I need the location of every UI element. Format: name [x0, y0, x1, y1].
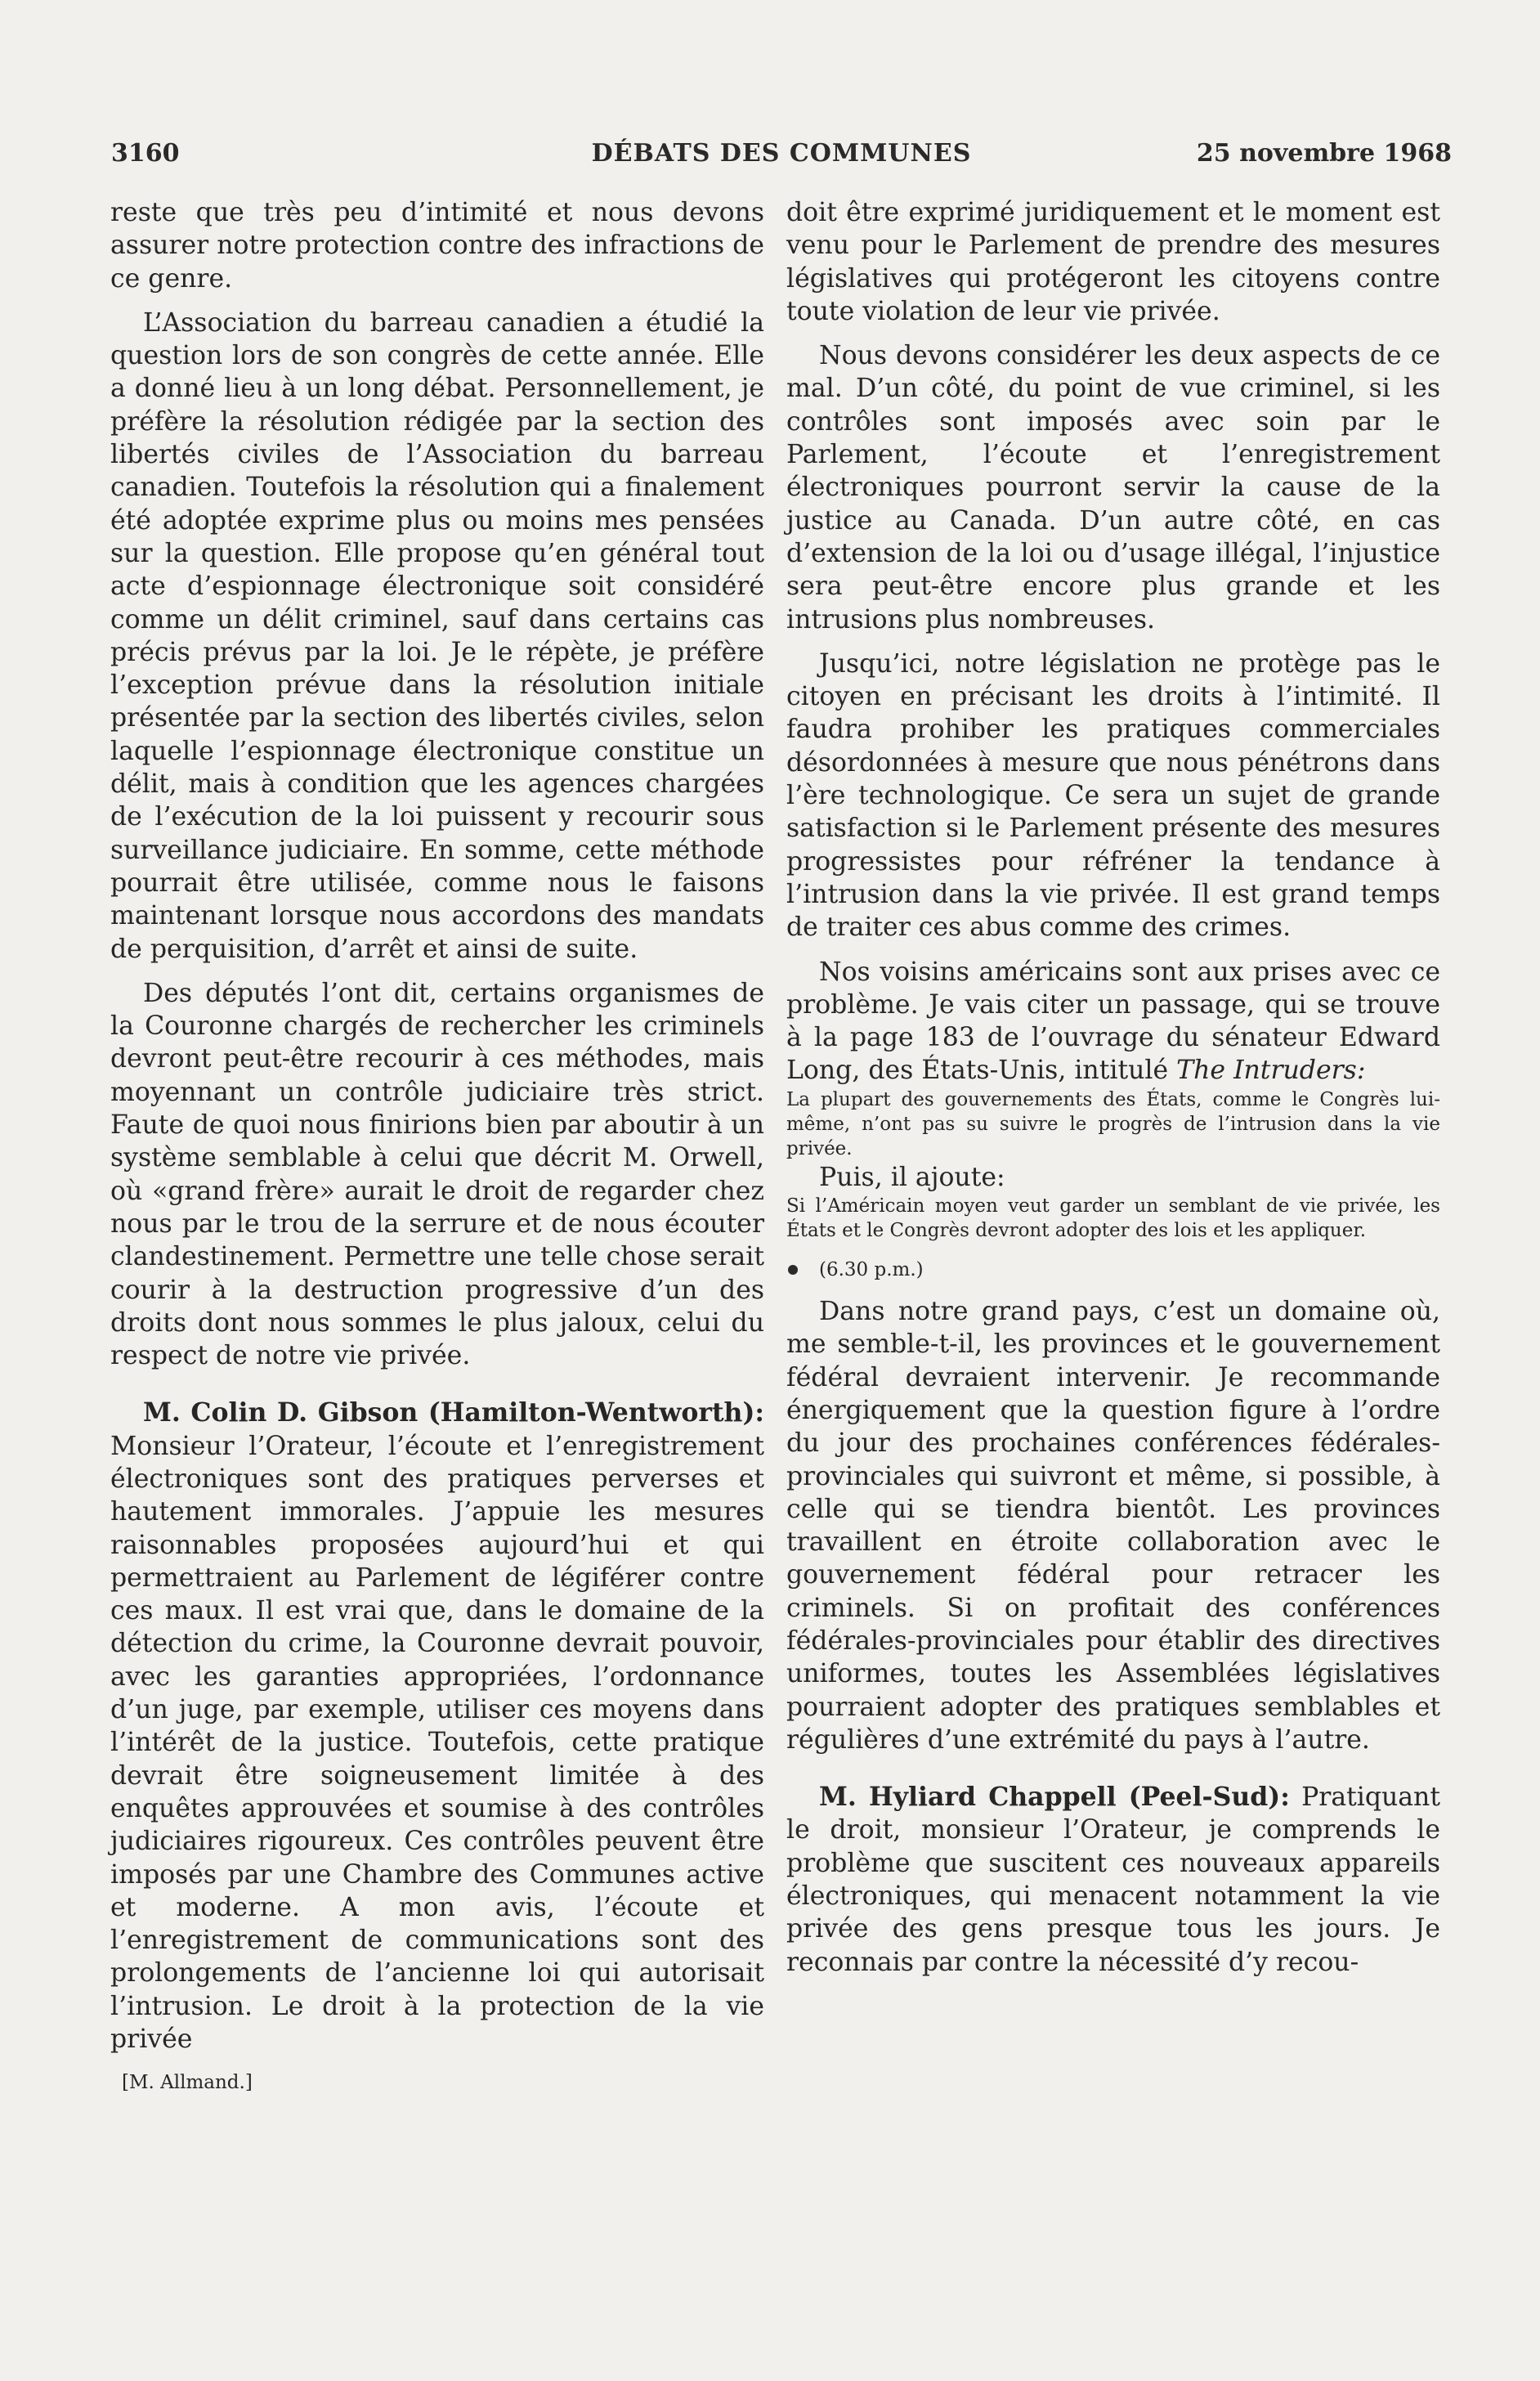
page-number: 3160 — [111, 139, 180, 168]
paragraph: doit être exprimé juridiquement et le moment est venu pour le Parlement de prendre des mesures législatives qui protégeront les citoyens contre toute violation de leur vie privée. — [786, 198, 1440, 326]
time-text: (6.30 p.m.) — [819, 1259, 924, 1281]
speaker-name: M. Hyliard Chappell (Peel-Sud): — [819, 1782, 1290, 1813]
right-column — [786, 196, 1440, 2199]
speech-paragraph — [110, 1397, 764, 2056]
page-header — [111, 137, 1452, 177]
paragraph: Nous devons considérer les deux aspects de ce mal. D’un côté, du point de vue criminel, si les contrôles sont imposés avec soin par le Parlement, l’écoute et l’enregistrement électroniques pourront servir la cause de la justice au Canada. D’un autre côté, en cas d’extension de la loi ou d’usage illégal, l’injustice sera peut-être encore plus grande et les intrusions plus nombreuses. — [786, 341, 1440, 634]
quotation: La plupart des gouvernements des États, comme le Congrès lui-même, n’ont pas su suivre le progrès de l’intrusion dans la vie privée. — [786, 1088, 1440, 1159]
book-title: The Intruders: — [1176, 1056, 1366, 1086]
paragraph — [786, 956, 1440, 1087]
bullet-icon — [788, 1265, 798, 1275]
speech-paragraph — [786, 1781, 1440, 1979]
paragraph: Jusqu’ici, notre législation ne protège pas le citoyen en précisant les droits à l’intimité. Il faudra prohiber les pratiques commerciales désordonnées à mesure que nous pénétrons dans l’ère technologique. Ce sera un sujet de grande satisfaction si le Parlement présente des mesures progressistes pour réfréner la tendance à l’intrusion dans la vie privée. Il est grand temps de traiter ces abus comme des crimes. — [786, 648, 1440, 943]
speech-text: Monsieur l’Orateur, l’écoute et l’enregistrement électroniques sont des pratiques perverses et hautement immorales. J’appuie les mesures raisonnables proposées aujourd’hui et qui permettraient au Parlement de légiférer contre ces maux. Il est vrai que, dans le domaine de la détection du crime, la Couronne devrait pouvoir, avec les garanties appropriées, l’ordonnance d’un juge, par exemple, utiliser ces moyens dans l’intérêt de la justice. Toutefois, cette pratique devrait être soigneusement limitée à des enquêtes approuvées et soumise à des contrôles judiciaires rigoureux. Ces contrôles peuvent être imposés par une Chambre des Communes active et moderne. A mon avis, l’écoute et l’enregistrement de communications sont des prolongements de l’ancienne loi qui autorisait l’intrusion. Le droit à la protection de la vie privée — [110, 1431, 764, 2055]
header-date: 25 novembre 1968 — [1196, 139, 1452, 168]
paragraph-text: Nos voisins américains sont aux prises avec ce problème. Je vais citer un passage, qui se trouve à la page 183 de l’ouvrage du sénateur Edward Long, des États-Unis, intitulé — [786, 957, 1440, 1086]
paragraph: Des députés l’ont dit, certains organismes de la Couronne chargés de rechercher les criminels devront peut-être recourir à ces méthodes, mais moyennant un contrôle judiciaire très strict. Faute de quoi nous finirions bien par aboutir à un système semblable à celui que décrit M. Orwell, où «grand frère» aurait le droit de regarder chez nous par le trou de la serrure et de nous écouter clandestinement. Permettre une telle chose serait courir à la destruction progressive d’un des droits dont nous sommes le plus jaloux, celui du respect de notre vie privée. — [110, 978, 764, 1371]
paragraph: Dans notre grand pays, c’est un domaine où, me semble-t-il, les provinces et le gouvernement fédéral devraient intervenir. Je recommande énergiquement que la question figure à l’ordre du jour des prochaines conférences fédérales-provinciales qui suivront et même, si possible, à celle qui se tiendra bientôt. Les provinces travaillent en étroite collaboration avec le gouvernement fédéral pour retracer les criminels. Si on profitait des conférences fédérales-provinciales pour établir des directives uniformes, toutes les Assemblées législatives pourraient adopter des pratiques semblables et régulières d’une extrémité du pays à l’autre. — [786, 1297, 1440, 1755]
speech-text: Pratiquant le droit, monsieur l’Orateur, je comprends le problème que suscitent ces nouveaux appareils électroniques, qui menacent notamment la vie privée des gens presque tous les jours. Je reconnais par contre la nécessité d’y recou- — [786, 1782, 1441, 1977]
speaker-name: M. Colin D. Gibson (Hamilton-Wentworth): — [143, 1397, 764, 1428]
time-marker — [786, 1258, 1440, 1282]
quotation: Si l’Américain moyen veut garder un semblant de vie privée, les États et le Congrès devront adopter des lois et les appliquer. — [786, 1195, 1440, 1242]
paragraph: L’Association du barreau canadien a étudié la question lors de son congrès de cette année. Elle a donné lieu à un long débat. Personnellement, je préfère la résolution rédigée par la section des libertés civiles de l’Association du barreau canadien. Toutefois la résolution qui a finalement été adoptée exprime plus ou moins mes pensées sur la question. Elle propose qu’en général tout acte d’espionnage électronique soit considéré comme un délit criminel, sauf dans certains cas précis prévus par la loi. Je le répète, je préfère l’exception prévue dans la résolution initiale présentée par la section des libertés civiles, selon laquelle l’espionnage électronique constitue un délit, mais à condition que les agences chargées de l’exécution de la loi puissent y recourir sous surveillance judiciaire. En somme, cette méthode pourrait être utilisée, comme nous le faisons maintenant lorsque nous accordons des mandats de perquisition, d’arrêt et ainsi de suite. — [110, 307, 764, 964]
paragraph: reste que très peu d’intimité et nous devons assurer notre protection contre des infractions de ce genre. — [110, 198, 764, 294]
left-column — [110, 196, 764, 2199]
header-title: DÉBATS DES COMMUNES — [591, 139, 972, 168]
footnote: [M. Allmand.] — [122, 2072, 253, 2094]
paragraph: Puis, il ajoute: — [819, 1162, 1005, 1192]
